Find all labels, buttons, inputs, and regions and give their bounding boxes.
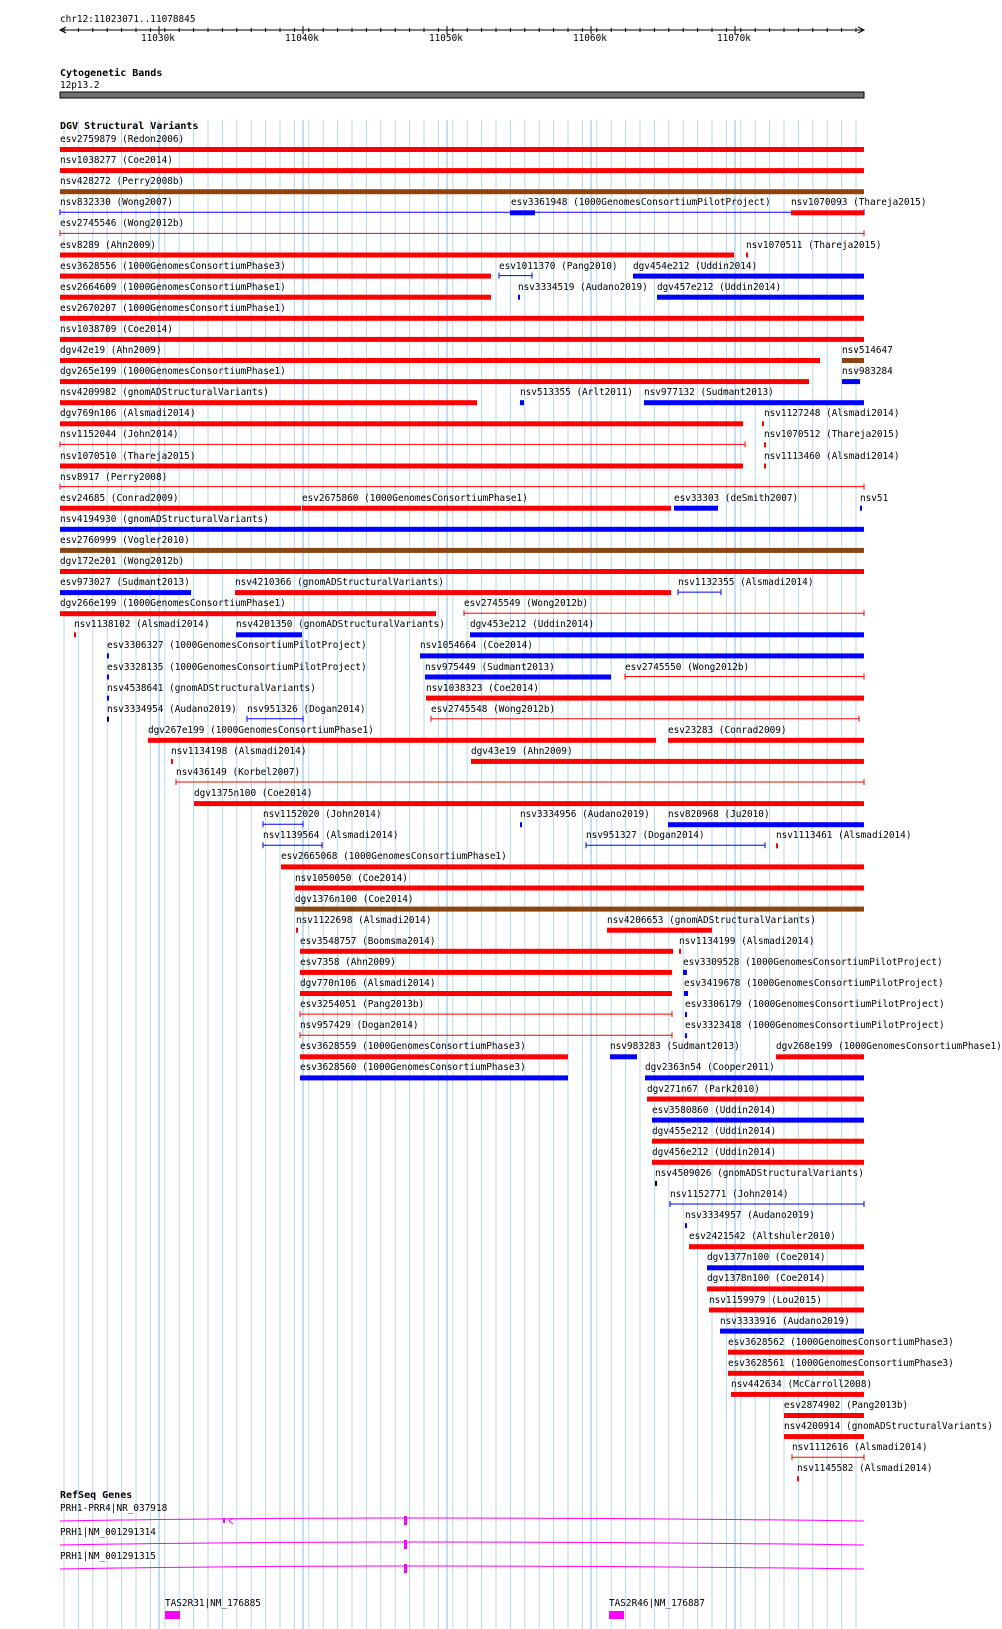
sv-feature-bar <box>668 738 864 743</box>
sv-feature-label[interactable]: esv23283 (Conrad2009) <box>668 724 787 736</box>
sv-feature-bar <box>60 147 864 152</box>
sv-feature-bar <box>647 1097 864 1102</box>
sv-feature-bar <box>728 1371 864 1376</box>
sv-feature-label[interactable]: dgv1378n100 (Coe2014) <box>707 1273 826 1285</box>
sv-feature-label[interactable]: dgv1375n100 (Coe2014) <box>194 788 313 800</box>
sv-feature-label[interactable]: esv3628560 (1000GenomesConsortiumPhase3) <box>300 1062 526 1074</box>
sv-feature-label[interactable]: esv2874902 (Pang2013b) <box>784 1400 909 1411</box>
sv-feature-label[interactable]: nsv8917 (Perry2008) <box>60 471 168 483</box>
cytoband-bar <box>60 92 864 98</box>
sv-feature-label[interactable]: nsv4210366 (gnomADStructuralVariants) <box>235 577 444 589</box>
gene-label[interactable]: TAS2R31|NM_176885 <box>165 1598 261 1609</box>
sv-feature-bar <box>791 210 864 215</box>
sv-feature-label[interactable]: nsv832330 (Wong2007) <box>60 197 173 209</box>
gene-intron-line <box>60 1566 864 1569</box>
sv-feature-bar <box>148 738 656 743</box>
sv-feature-label[interactable]: dgv268e199 (1000GenomesConsortiumPhase1) <box>776 1041 1002 1053</box>
sv-feature-label[interactable]: dgv1377n100 (Coe2014) <box>707 1252 826 1264</box>
sv-feature-label[interactable]: esv7358 (Ahn2009) <box>300 956 396 968</box>
sv-feature-bar <box>60 590 191 595</box>
sv-feature-bar <box>60 168 864 173</box>
sv-feature-bar <box>300 1054 568 1059</box>
sv-feature-bar <box>652 1118 864 1123</box>
sv-feature-bar <box>295 907 864 912</box>
sv-feature-label[interactable]: dgv172e201 (Wong2012b) <box>60 556 185 567</box>
sv-feature-label[interactable]: nsv4206653 (gnomADStructuralVariants) <box>607 914 816 926</box>
sv-feature-label[interactable]: nsv1127248 (Alsmadi2014) <box>764 408 900 420</box>
sv-feature-bar <box>684 991 688 996</box>
gene-exon <box>404 1540 407 1549</box>
sv-feature-label[interactable]: nsv1070510 (Thareja2015) <box>60 450 196 462</box>
sv-feature-label[interactable]: nsv1050050 (Coe2014) <box>295 872 408 884</box>
sv-feature-label[interactable]: esv3328135 (1000GenomesConsortiumPilotProject) <box>107 661 367 673</box>
sv-feature-bar <box>60 295 491 300</box>
sv-feature-bar <box>644 400 864 405</box>
sv-feature-bar <box>520 400 524 405</box>
sv-feature-bar <box>295 886 864 891</box>
sv-feature-bar <box>655 1181 657 1186</box>
sv-feature-label[interactable]: nsv513355 (Arlt2011) <box>520 387 633 399</box>
sv-feature-label[interactable]: esv2664609 (1000GenomesConsortiumPhase1) <box>60 281 286 293</box>
sv-feature-label[interactable]: esv3628556 (1000GenomesConsortiumPhase3) <box>60 260 286 272</box>
sv-feature-label[interactable]: nsv1113461 (Alsmadi2014) <box>776 830 912 842</box>
sv-feature-bar <box>300 1075 568 1080</box>
sv-feature-label[interactable]: nsv1139564 (Alsmadi2014) <box>263 830 399 842</box>
sv-feature-label[interactable]: esv3419678 (1000GenomesConsortiumPilotProject) <box>684 978 944 989</box>
cytoband-name: 12p13.2 <box>60 80 100 91</box>
gene-exon <box>404 1564 407 1573</box>
sv-feature-bar <box>300 970 672 975</box>
sv-feature-label[interactable]: dgv43e19 (Ahn2009) <box>471 745 573 757</box>
ruler-tick-label: 11030k <box>141 33 175 44</box>
sv-feature-label[interactable]: nsv428272 (Perry2008b) <box>60 176 185 188</box>
sv-feature-bar <box>107 717 109 722</box>
sv-feature-bar <box>236 632 302 637</box>
sv-feature-label[interactable]: esv2675860 (1000GenomesConsortiumPhase1) <box>302 492 528 504</box>
gene-label[interactable]: PRH1|NM_001291315 <box>60 1551 156 1562</box>
sv-feature-bar <box>60 379 809 384</box>
sv-feature-label[interactable]: esv8289 (Ahn2009) <box>60 239 156 251</box>
sv-feature-label[interactable]: esv24685 (Conrad2009) <box>60 492 179 504</box>
sv-feature-label[interactable]: nsv4201350 (gnomADStructuralVariants) <box>236 619 445 631</box>
sv-feature-label[interactable]: esv3254051 (Pang2013b) <box>300 999 425 1011</box>
sv-feature-label[interactable]: nsv1122698 (Alsmadi2014) <box>296 914 432 926</box>
sv-feature-label[interactable]: esv2745550 (Wong2012b) <box>625 661 750 673</box>
sv-feature-bar <box>107 675 109 680</box>
sv-feature-label[interactable]: nsv4200914 (gnomADStructuralVariants) <box>784 1421 993 1433</box>
sv-feature-label[interactable]: dgv265e199 (1000GenomesConsortiumPhase1) <box>60 366 286 378</box>
sv-feature-label[interactable]: nsv3334956 (Audano2019) <box>520 809 650 821</box>
sv-feature-bar <box>746 253 748 258</box>
sv-feature-bar <box>60 316 864 321</box>
sv-feature-label[interactable]: nsv1054664 (Coe2014) <box>420 640 533 652</box>
sv-feature-bar <box>762 421 764 426</box>
sv-feature-label[interactable]: nsv1132355 (Alsmadi2014) <box>678 577 814 589</box>
gene-label[interactable]: PRH1|NM_001291314 <box>60 1527 156 1538</box>
sv-feature-label[interactable]: nsv4194930 (gnomADStructuralVariants) <box>60 513 269 525</box>
sv-feature-label[interactable]: esv3323418 (1000GenomesConsortiumPilotProject) <box>685 1020 945 1032</box>
sv-feature-label[interactable]: nsv975449 (Sudmant2013) <box>425 661 555 673</box>
sv-feature-bar <box>300 949 673 954</box>
sv-feature-bar <box>683 970 687 975</box>
ruler-tick-label: 11050k <box>429 33 463 44</box>
sv-feature-label[interactable]: nsv1152044 (John2014) <box>60 429 179 441</box>
gene-exon <box>404 1516 407 1525</box>
sv-feature-bar <box>60 253 734 258</box>
sv-feature-label[interactable]: nsv3333916 (Audano2019) <box>720 1315 850 1327</box>
sv-feature-bar <box>689 1244 864 1249</box>
sv-feature-bar <box>300 991 672 996</box>
sv-feature-label[interactable]: esv2745548 (Wong2012b) <box>431 703 556 715</box>
sv-feature-bar <box>171 759 173 764</box>
sv-feature-bar <box>426 696 864 701</box>
ruler-tick-label: 11070k <box>717 33 751 44</box>
sv-feature-label[interactable]: nsv1134198 (Alsmadi2014) <box>171 745 307 757</box>
sv-feature-label[interactable]: nsv1113460 (Alsmadi2014) <box>764 450 900 462</box>
sv-feature-bar <box>674 506 718 511</box>
sv-feature-label[interactable]: esv2745549 (Wong2012b) <box>464 598 589 610</box>
sv-feature-bar <box>610 1054 637 1059</box>
gene-intron-line <box>60 1542 864 1545</box>
sv-feature-bar <box>60 274 491 279</box>
sv-feature-bar <box>776 1054 864 1059</box>
sv-feature-label[interactable]: dgv266e199 (1000GenomesConsortiumPhase1) <box>60 598 286 610</box>
sv-feature-bar <box>296 928 298 933</box>
sv-feature-bar <box>764 464 766 469</box>
sv-feature-bar <box>645 1075 864 1080</box>
sv-feature-bar <box>842 358 864 363</box>
sv-feature-label[interactable]: esv1011370 (Pang2010) <box>499 260 618 272</box>
sv-feature-bar <box>776 843 778 848</box>
sv-feature-label[interactable]: nsv4538641 (gnomADStructuralVariants) <box>107 682 316 694</box>
sv-feature-label[interactable]: nsv957429 (Dogan2014) <box>300 1020 419 1032</box>
gene-block <box>165 1611 180 1619</box>
sv-feature-label[interactable]: dgv769n106 (Alsmadi2014) <box>60 408 196 420</box>
sv-feature-bar <box>685 1033 687 1038</box>
sv-feature-bar <box>471 759 864 764</box>
sv-feature-bar <box>235 590 671 595</box>
sv-feature-bar <box>728 1350 864 1355</box>
sv-feature-label[interactable]: dgv455e212 (Uddin2014) <box>652 1125 777 1137</box>
sv-feature-label[interactable]: esv973027 (Sudmant2013) <box>60 577 190 589</box>
sv-feature-bar <box>60 569 864 574</box>
sv-feature-bar <box>679 949 681 954</box>
sv-feature-bar <box>302 506 671 511</box>
sv-feature-bar <box>107 653 109 658</box>
ruler-tick-label: 11060k <box>573 33 607 44</box>
sv-feature-label[interactable]: nsv3334519 (Audano2019) <box>518 281 648 293</box>
sv-feature-label[interactable]: nsv1134199 (Alsmadi2014) <box>679 935 815 947</box>
sv-feature-bar <box>607 928 712 933</box>
gene-label[interactable]: TAS2R46|NM_176887 <box>609 1598 705 1609</box>
sv-feature-label[interactable]: nsv951326 (Dogan2014) <box>247 703 366 715</box>
sv-feature-label[interactable]: esv3580860 (Uddin2014) <box>652 1104 777 1116</box>
sv-feature-bar <box>652 1139 864 1144</box>
sv-feature-label[interactable]: nsv3334957 (Audano2019) <box>685 1210 815 1222</box>
sv-feature-label[interactable]: esv2665068 (1000GenomesConsortiumPhase1) <box>281 851 507 863</box>
sv-feature-label[interactable]: dgv42e19 (Ahn2009) <box>60 345 162 356</box>
sv-feature-bar <box>510 210 535 215</box>
ruler-tick-label: 11040k <box>285 33 319 44</box>
sv-feature-label[interactable]: nsv951327 (Dogan2014) <box>586 830 705 842</box>
sv-feature-label[interactable]: nsv1152771 (John2014) <box>670 1189 789 1200</box>
location-label: chr12:11023071..11078845 <box>60 14 196 25</box>
gene-intron-line <box>60 1518 864 1521</box>
sv-feature-bar <box>707 1286 864 1291</box>
sv-feature-bar <box>470 632 864 637</box>
sv-feature-label[interactable]: nsv820968 (Ju2010) <box>668 809 770 821</box>
sv-feature-label[interactable]: dgv456e212 (Uddin2014) <box>652 1146 777 1158</box>
sv-feature-label[interactable]: nsv1152020 (John2014) <box>263 809 382 821</box>
sv-feature-bar <box>657 295 864 300</box>
sv-feature-label[interactable]: esv3628561 (1000GenomesConsortiumPhase3) <box>728 1357 954 1369</box>
sv-feature-bar <box>860 506 862 511</box>
sv-feature-label[interactable]: nsv977132 (Sudmant2013) <box>644 387 774 399</box>
sv-feature-label[interactable]: dgv453e212 (Uddin2014) <box>470 619 595 631</box>
sv-feature-label[interactable]: nsv436149 (Korbel2007) <box>176 767 301 778</box>
sv-feature-label[interactable]: esv3306327 (1000GenomesConsortiumPilotProject) <box>107 640 367 652</box>
gene-block <box>609 1611 624 1619</box>
sv-feature-label[interactable]: esv3628562 (1000GenomesConsortiumPhase3) <box>728 1336 954 1348</box>
sv-feature-bar <box>281 864 864 869</box>
sv-feature-bar <box>60 464 743 469</box>
sv-feature-label[interactable]: dgv457e212 (Uddin2014) <box>657 281 782 293</box>
sv-feature-label[interactable]: esv2745546 (Wong2012b) <box>60 218 185 230</box>
sv-feature-label[interactable]: esv2759879 (Redon2006) <box>60 134 185 145</box>
sv-feature-bar <box>60 548 864 553</box>
sv-feature-bar <box>107 696 109 701</box>
sv-feature-label[interactable]: nsv1038277 (Coe2014) <box>60 155 173 167</box>
sv-feature-bar <box>60 358 820 363</box>
sv-feature-label[interactable]: dgv454e212 (Uddin2014) <box>633 260 758 272</box>
sv-feature-bar <box>842 379 860 384</box>
sv-feature-label[interactable]: nsv1112616 (Alsmadi2014) <box>792 1442 928 1454</box>
sv-feature-label[interactable]: nsv442634 (McCarroll2008) <box>731 1378 873 1390</box>
sv-feature-label[interactable]: dgv1376n100 (Coe2014) <box>295 893 414 905</box>
sv-feature-bar <box>60 189 864 194</box>
sv-feature-label[interactable]: nsv1038323 (Coe2014) <box>426 682 539 694</box>
sv-feature-bar <box>194 801 864 806</box>
sv-feature-label[interactable]: nsv1070093 (Thareja2015) <box>791 197 927 209</box>
gene-exon <box>223 1518 225 1523</box>
sv-feature-bar <box>74 632 76 637</box>
sv-feature-label[interactable]: nsv1159979 (Lou2015) <box>709 1294 822 1306</box>
sv-feature-bar <box>633 274 864 279</box>
sv-feature-bar <box>60 527 864 532</box>
sv-feature-bar <box>720 1329 864 1334</box>
sv-feature-bar <box>764 442 766 447</box>
sv-feature-bar <box>652 1160 864 1165</box>
sv-feature-bar <box>668 822 864 827</box>
sv-feature-label[interactable]: nsv3334954 (Audano2019) <box>107 703 237 715</box>
cytoband-track-title: Cytogenetic Bands <box>60 68 163 79</box>
sv-feature-label[interactable]: dgv770n106 (Alsmadi2014) <box>300 978 436 989</box>
sv-feature-bar <box>60 337 864 342</box>
dgv-track-title: DGV Structural Variants <box>60 121 199 132</box>
sv-feature-label[interactable]: nsv4209982 (gnomADStructuralVariants) <box>60 387 269 399</box>
sv-feature-label[interactable]: nsv983284 <box>842 366 893 378</box>
sv-feature-bar <box>60 506 301 511</box>
sv-feature-label[interactable]: nsv1070512 (Thareja2015) <box>764 429 900 441</box>
sv-feature-label[interactable]: nsv4509026 (gnomADStructuralVariants) <box>655 1167 864 1179</box>
sv-feature-label[interactable]: esv2670207 (1000GenomesConsortiumPhase1) <box>60 302 286 314</box>
sv-feature-label[interactable]: nsv514647 <box>842 345 893 356</box>
sv-feature-label[interactable]: esv33303 (deSmith2007) <box>674 492 799 504</box>
sv-feature-bar <box>420 653 864 658</box>
sv-feature-label[interactable]: dgv267e199 (1000GenomesConsortiumPhase1) <box>148 724 374 736</box>
sv-feature-bar <box>709 1308 864 1313</box>
sv-feature-bar <box>60 421 743 426</box>
sv-feature-label[interactable]: nsv1070511 (Thareja2015) <box>746 239 882 251</box>
sv-feature-label[interactable]: nsv51 <box>860 492 889 504</box>
sv-feature-label[interactable]: esv3306179 (1000GenomesConsortiumPilotProject) <box>685 999 945 1011</box>
sv-feature-bar <box>685 1223 687 1228</box>
sv-feature-label[interactable]: esv3548757 (Boomsma2014) <box>300 935 436 947</box>
sv-feature-label[interactable]: nsv1138102 (Alsmadi2014) <box>74 619 210 631</box>
gene-label[interactable]: PRH1-PRR4|NR_037918 <box>60 1503 168 1514</box>
sv-feature-label[interactable]: esv3361948 (1000GenomesConsortiumPilotProject) <box>511 197 771 209</box>
sv-feature-label[interactable]: nsv1038709 (Coe2014) <box>60 323 173 335</box>
sv-feature-label[interactable]: esv2421542 (Altshuler2010) <box>689 1231 836 1243</box>
refseq-track-title: RefSeq Genes <box>60 1490 133 1501</box>
sv-feature-bar <box>731 1392 864 1397</box>
sv-feature-bar <box>784 1434 864 1439</box>
sv-feature-bar <box>685 1012 687 1017</box>
sv-feature-label[interactable]: nsv983283 (Sudmant2013) <box>610 1041 740 1053</box>
sv-feature-label[interactable]: nsv1145582 (Alsmadi2014) <box>797 1463 933 1475</box>
sv-feature-label[interactable]: dgv271n67 (Park2010) <box>647 1083 760 1095</box>
sv-feature-label[interactable]: dgv2363n54 (Cooper2011) <box>645 1062 775 1074</box>
sv-feature-bar <box>60 400 477 405</box>
sv-feature-bar <box>425 675 611 680</box>
sv-feature-label[interactable]: esv2760999 (Vogler2010) <box>60 534 190 546</box>
sv-feature-bar <box>520 822 522 827</box>
sv-feature-label[interactable]: esv3309528 (1000GenomesConsortiumPilotProject) <box>683 956 943 968</box>
sv-feature-bar <box>518 295 520 300</box>
sv-feature-bar <box>797 1476 799 1481</box>
sv-feature-bar <box>60 611 436 616</box>
sv-feature-bar <box>784 1413 864 1418</box>
sv-feature-bar <box>707 1265 864 1270</box>
sv-feature-label[interactable]: esv3628559 (1000GenomesConsortiumPhase3) <box>300 1041 526 1053</box>
